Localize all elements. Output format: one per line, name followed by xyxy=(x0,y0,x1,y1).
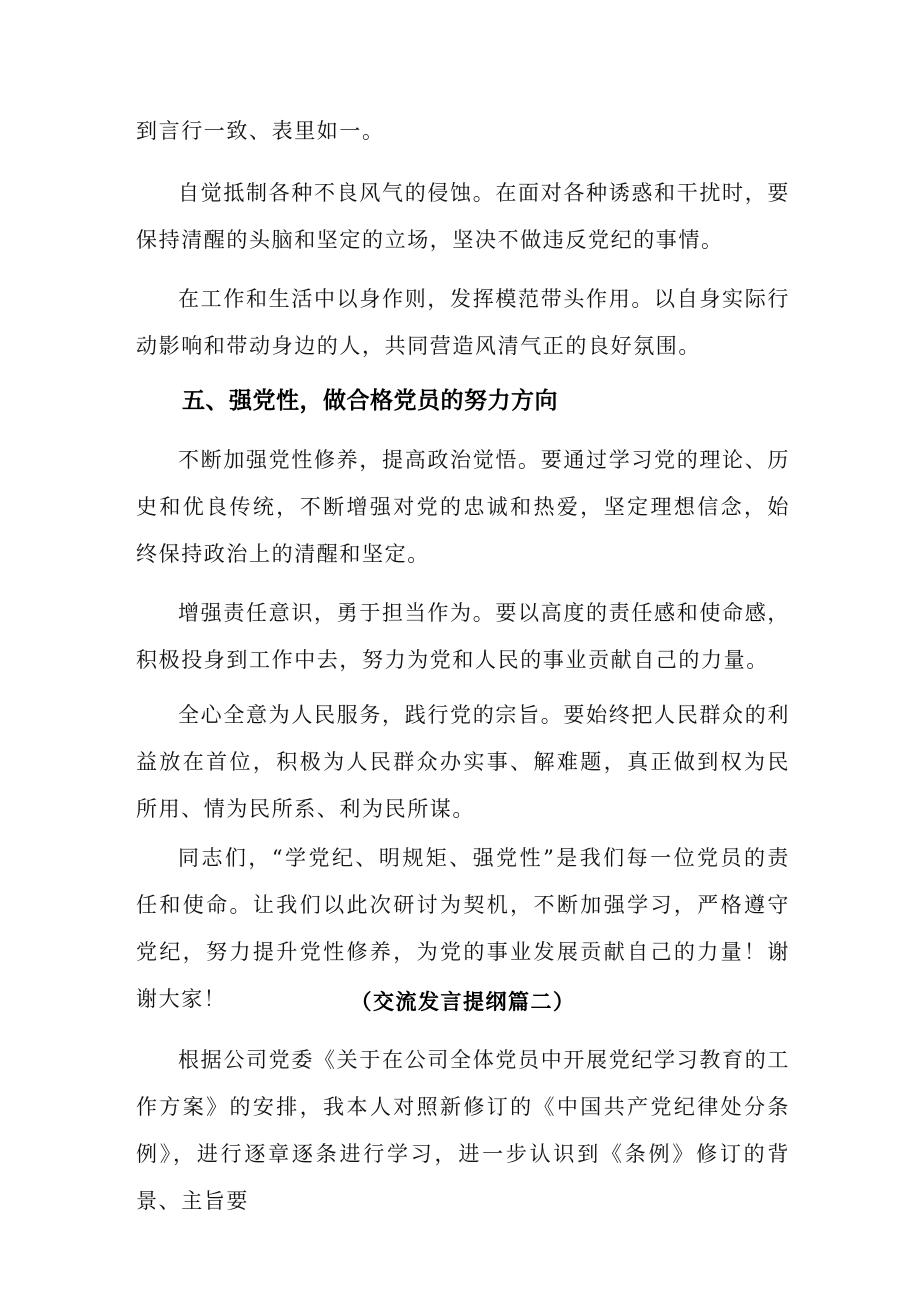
paragraph-party-spirit: 不断加强党性修养，提高政治觉悟。要通过学习党的理论、历史和优良传统，不断增强对党的忠诚和热爱，坚定理想信念，始终保持政治上的清醒和坚定。 xyxy=(136,448,790,566)
paragraph-resist-bad-practices: 自觉抵制各种不良风气的侵蚀。在面对各种诱惑和干扰时，要保持清醒的头脑和坚定的立场，坚决不做违反党纪的事情。 xyxy=(136,181,790,252)
paragraph-intro-two: 根据公司党委《关于在公司全体党员中开展党纪学习教育的工作方案》的安排，我本人对照新修订的《中国共产党纪律处分条例》，进行逐章逐条进行学习，进一步认识到《条例》修订的背景、主旨要 xyxy=(136,1048,790,1213)
subtitle-outline-two: （交流发言提纲篇二） xyxy=(350,989,576,1014)
paragraph-responsibility: 增强责任意识，勇于担当作为。要以高度的责任感和使命感，积极投身到工作中去，努力为党和人民的事业贡献自己的力量。 xyxy=(136,601,790,672)
paragraph-continuation: 到言行一致、表里如一。 xyxy=(136,119,385,143)
paragraph-closing: 同志们，“学党纪、明规矩、强党性”是我们每一位党员的责任和使命。让我们以此次研讨为契机，不断加强学习，严格遵守党纪，努力提升党性修养，为党的事业发展贡献自己的力量！谢谢大家！ xyxy=(136,846,790,1011)
paragraph-serve-people: 全心全意为人民服务，践行党的宗旨。要始终把人民群众的利益放在首位，积极为人民群众办实事、解难题，真正做到权为民所用、情为民所系、利为民所谋。 xyxy=(136,703,790,821)
section-heading-five: 五、强党性，做合格党员的努力方向 xyxy=(182,388,558,414)
paragraph-lead-by-example: 在工作和生活中以身作则，发挥模范带头作用。以自身实际行动影响和带动身边的人，共同营造风清气正的良好氛围。 xyxy=(136,287,790,358)
